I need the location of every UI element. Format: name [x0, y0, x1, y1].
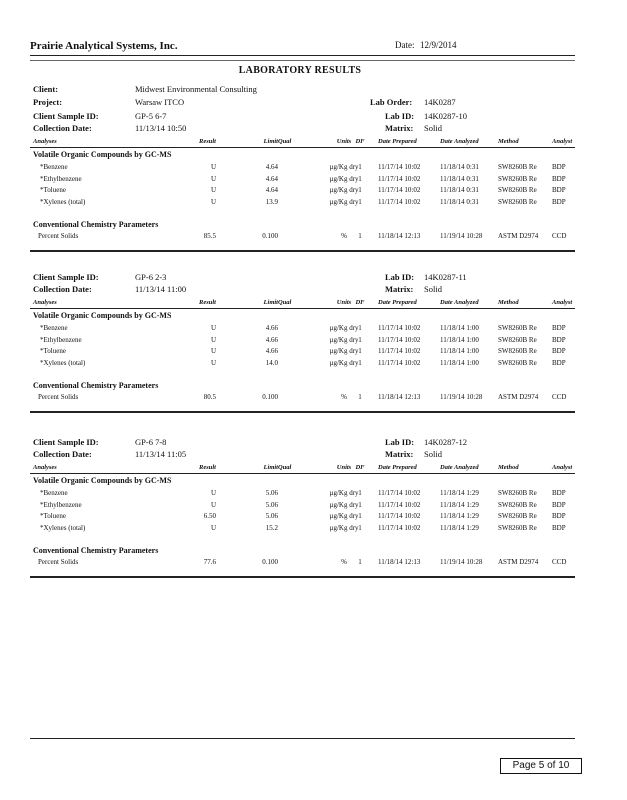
column-header-analyst: Analyst	[552, 299, 573, 306]
matrix-value: Solid	[424, 284, 442, 294]
table-cell: BDP	[552, 324, 566, 332]
voc-section-title: Volatile Organic Compounds by GC-MS	[33, 150, 172, 159]
lab-id-label: Lab ID:	[385, 437, 415, 447]
column-header-method: Method	[498, 138, 519, 145]
table-cell: 4.66	[265, 335, 278, 344]
table-cell: SW8260B Re	[498, 347, 537, 355]
table-cell: U	[210, 174, 216, 183]
footer-divider	[30, 738, 575, 739]
column-header-qual: Qual	[278, 299, 292, 306]
table-cell: BDP	[552, 489, 566, 497]
table-cell: 11/18/14 12:13	[378, 558, 421, 566]
table-cell: µg/Kg dry	[329, 347, 359, 355]
column-header-result: Result	[199, 464, 216, 471]
conventional-section-title: Conventional Chemistry Parameters	[33, 381, 159, 390]
matrix-value: Solid	[424, 449, 442, 459]
table-cell: 1	[358, 500, 362, 509]
table-cell: 4.66	[265, 347, 278, 355]
client-value: Midwest Environmental Consulting	[135, 84, 257, 94]
column-header-method: Method	[498, 464, 519, 471]
table-cell: 11/18/14 1:00	[440, 335, 479, 344]
table-cell: *Toluene	[40, 347, 66, 355]
date-label: Date:	[395, 40, 415, 50]
table-cell: BDP	[552, 500, 566, 509]
table-cell: ASTM D2974	[498, 232, 539, 240]
table-cell: 11/18/14 1:00	[440, 347, 479, 355]
table-cell: SW8260B Re	[498, 335, 537, 344]
table-cell: SW8260B Re	[498, 174, 537, 183]
table-cell: U	[210, 186, 216, 194]
table-cell: *Xylenes (total)	[40, 197, 86, 206]
company-name: Prairie Analytical Systems, Inc.	[30, 40, 178, 52]
header-divider	[30, 55, 575, 56]
lab-id-label: Lab ID:	[385, 111, 415, 121]
table-cell: BDP	[552, 174, 566, 183]
client-sample-id-value: GP-5 6-7	[135, 111, 167, 121]
table-cell: U	[210, 358, 216, 367]
table-cell: 1	[358, 558, 362, 566]
sample-divider	[30, 250, 575, 252]
table-cell: 11/17/14 10:02	[378, 358, 421, 367]
table-cell: U	[210, 347, 216, 355]
column-header-df: DF	[355, 299, 365, 306]
table-cell: SW8260B Re	[498, 489, 537, 497]
table-cell: %	[341, 393, 347, 401]
collection-date-label: Collection Date:	[33, 284, 92, 294]
column-header-result: Result	[199, 299, 216, 306]
column-header-units: Units	[336, 464, 352, 471]
table-cell: *Ethylbenzene	[40, 174, 82, 183]
table-cell: 1	[358, 197, 362, 206]
table-cell: 1	[358, 489, 362, 497]
table-cell: 11/18/14 0:31	[440, 163, 479, 171]
table-cell: *Benzene	[40, 489, 68, 497]
collection-date-value: 11/13/14 10:50	[135, 123, 187, 133]
table-cell: 11/18/14 1:00	[440, 358, 479, 367]
lab-id-value: 14K0287-11	[424, 272, 467, 282]
column-header-divider	[30, 308, 575, 309]
client-sample-id-label: Client Sample ID:	[33, 437, 99, 447]
column-header-result: Result	[199, 138, 216, 145]
lab-order-value: 14K0287	[424, 97, 456, 107]
table-cell: 0.100	[262, 558, 278, 566]
table-cell: U	[210, 335, 216, 344]
table-cell: 6.50	[203, 512, 216, 520]
table-cell: 77.6	[203, 558, 216, 566]
table-cell: µg/Kg dry	[329, 324, 359, 332]
voc-section-title: Volatile Organic Compounds by GC-MS	[33, 476, 172, 485]
table-cell: U	[210, 500, 216, 509]
column-header-date-prepared: Date Prepared	[378, 299, 417, 306]
table-cell: SW8260B Re	[498, 523, 537, 532]
table-cell: 11/17/14 10:02	[378, 163, 421, 171]
table-cell: BDP	[552, 347, 566, 355]
table-cell: SW8260B Re	[498, 358, 537, 367]
table-cell: BDP	[552, 523, 566, 532]
column-header-df: DF	[355, 464, 365, 471]
column-header-units: Units	[336, 299, 352, 306]
table-cell: CCD	[552, 232, 567, 240]
table-cell: µg/Kg dry	[329, 174, 359, 183]
table-cell: 14.0	[265, 358, 278, 367]
table-cell: 4.64	[265, 186, 278, 194]
table-cell: 11/18/14 1:00	[440, 324, 479, 332]
table-cell: U	[210, 489, 216, 497]
table-cell: *Xylenes (total)	[40, 358, 86, 367]
table-cell: 1	[358, 163, 362, 171]
table-cell: BDP	[552, 335, 566, 344]
column-header-qual: Qual	[278, 138, 292, 145]
table-cell: Percent Solids	[38, 558, 79, 566]
table-cell: BDP	[552, 163, 566, 171]
page-number: Page 5 of 10	[500, 758, 582, 774]
table-cell: 11/19/14 10:28	[440, 232, 483, 240]
project-value: Warsaw ITCO	[135, 97, 185, 107]
table-cell: 1	[358, 232, 362, 240]
column-header-analyses: Analyses	[33, 464, 57, 471]
table-cell: 11/18/14 0:31	[440, 186, 479, 194]
table-cell: 11/17/14 10:02	[378, 174, 421, 183]
table-cell: SW8260B Re	[498, 186, 537, 194]
table-cell: 11/18/14 0:31	[440, 174, 479, 183]
table-cell: CCD	[552, 558, 567, 566]
table-cell: 4.64	[265, 163, 278, 171]
table-cell: 11/18/14 1:29	[440, 512, 479, 520]
lab-id-label: Lab ID:	[385, 272, 415, 282]
column-header-divider	[30, 147, 575, 148]
table-cell: 13.9	[265, 197, 278, 206]
table-cell: U	[210, 163, 216, 171]
lab-order-label: Lab Order:	[370, 97, 413, 107]
column-header-df: DF	[355, 138, 365, 145]
collection-date-value: 11/13/14 11:00	[135, 284, 187, 294]
table-cell: 5.06	[265, 512, 278, 520]
table-cell: 5.06	[265, 500, 278, 509]
conventional-section-title: Conventional Chemistry Parameters	[33, 220, 159, 229]
voc-section-title: Volatile Organic Compounds by GC-MS	[33, 311, 172, 320]
column-header-date-analyzed: Date Analyzed	[440, 299, 479, 306]
table-cell: U	[210, 324, 216, 332]
table-cell: µg/Kg dry	[329, 358, 359, 367]
table-cell: 5.06	[265, 489, 278, 497]
table-cell: *Benzene	[40, 163, 68, 171]
table-cell: µg/Kg dry	[329, 523, 359, 532]
table-cell: BDP	[552, 186, 566, 194]
table-cell: 0.100	[262, 232, 278, 240]
table-cell: SW8260B Re	[498, 324, 537, 332]
lab-id-value: 14K0287-10	[424, 111, 467, 121]
table-cell: SW8260B Re	[498, 197, 537, 206]
table-cell: ASTM D2974	[498, 393, 539, 401]
table-cell: *Benzene	[40, 324, 68, 332]
table-cell: ASTM D2974	[498, 558, 539, 566]
table-cell: 11/17/14 10:02	[378, 512, 421, 520]
table-cell: SW8260B Re	[498, 512, 537, 520]
client-label: Client:	[33, 84, 59, 94]
collection-date-label: Collection Date:	[33, 449, 92, 459]
column-header-date-prepared: Date Prepared	[378, 464, 417, 471]
table-cell: 11/17/14 10:02	[378, 500, 421, 509]
table-cell: BDP	[552, 358, 566, 367]
header-divider-thin	[30, 60, 575, 61]
collection-date-label: Collection Date:	[33, 123, 92, 133]
table-cell: µg/Kg dry	[329, 512, 359, 520]
column-header-analyst: Analyst	[552, 138, 573, 145]
table-cell: µg/Kg dry	[329, 163, 359, 171]
table-cell: 15.2	[265, 523, 278, 532]
table-cell: CCD	[552, 393, 567, 401]
table-cell: µg/Kg dry	[329, 489, 359, 497]
table-cell: µg/Kg dry	[329, 335, 359, 344]
column-header-analyses: Analyses	[33, 299, 57, 306]
table-cell: 1	[358, 186, 362, 194]
table-cell: 1	[358, 393, 362, 401]
sample-divider	[30, 576, 575, 578]
column-header-limit: Limit	[263, 464, 278, 471]
column-header-method: Method	[498, 299, 519, 306]
table-cell: 11/17/14 10:02	[378, 324, 421, 332]
collection-date-value: 11/13/14 11:05	[135, 449, 187, 459]
table-cell: 1	[358, 512, 362, 520]
column-header-qual: Qual	[278, 464, 292, 471]
table-cell: µg/Kg dry	[329, 500, 359, 509]
table-cell: 11/17/14 10:02	[378, 186, 421, 194]
column-header-date-prepared: Date Prepared	[378, 138, 417, 145]
table-cell: *Toluene	[40, 186, 66, 194]
project-label: Project:	[33, 97, 63, 107]
report-title: LABORATORY RESULTS	[238, 65, 362, 76]
table-cell: *Ethylbenzene	[40, 500, 82, 509]
table-cell: Percent Solids	[38, 393, 79, 401]
matrix-value: Solid	[424, 123, 442, 133]
client-sample-id-value: GP-6 2-3	[135, 272, 167, 282]
table-cell: %	[341, 558, 347, 566]
client-sample-id-value: GP-6 7-8	[135, 437, 167, 447]
column-header-units: Units	[336, 138, 352, 145]
table-cell: 11/18/14 1:29	[440, 500, 479, 509]
conventional-section-title: Conventional Chemistry Parameters	[33, 546, 159, 555]
table-cell: 11/19/14 10:28	[440, 393, 483, 401]
table-cell: µg/Kg dry	[329, 186, 359, 194]
table-cell: SW8260B Re	[498, 500, 537, 509]
table-cell: %	[341, 232, 347, 240]
lab-id-value: 14K0287-12	[424, 437, 467, 447]
table-cell: 4.66	[265, 324, 278, 332]
table-cell: µg/Kg dry	[329, 197, 359, 206]
table-cell: 11/18/14 12:13	[378, 393, 421, 401]
table-cell: *Xylenes (total)	[40, 523, 86, 532]
column-header-analyst: Analyst	[552, 464, 573, 471]
table-cell: U	[210, 523, 216, 532]
table-cell: 11/17/14 10:02	[378, 523, 421, 532]
table-cell: U	[210, 197, 216, 206]
matrix-label: Matrix:	[385, 284, 414, 294]
table-cell: 11/18/14 0:31	[440, 197, 479, 206]
table-cell: 11/17/14 10:02	[378, 197, 421, 206]
matrix-label: Matrix:	[385, 123, 414, 133]
table-cell: 11/19/14 10:28	[440, 558, 483, 566]
column-header-limit: Limit	[263, 138, 278, 145]
column-header-date-analyzed: Date Analyzed	[440, 138, 479, 145]
table-cell: 1	[358, 335, 362, 344]
table-cell: 11/18/14 1:29	[440, 489, 479, 497]
table-cell: 0.100	[262, 393, 278, 401]
table-cell: 1	[358, 347, 362, 355]
table-cell: 1	[358, 174, 362, 183]
table-cell: 11/17/14 10:02	[378, 335, 421, 344]
table-cell: 1	[358, 324, 362, 332]
table-cell: BDP	[552, 512, 566, 520]
table-cell: 4.64	[265, 174, 278, 183]
table-cell: 1	[358, 358, 362, 367]
table-cell: 1	[358, 523, 362, 532]
table-cell: 11/18/14 12:13	[378, 232, 421, 240]
report-date: 12/9/2014	[420, 40, 457, 50]
table-cell: 11/18/14 1:29	[440, 523, 479, 532]
column-header-divider	[30, 473, 575, 474]
client-sample-id-label: Client Sample ID:	[33, 272, 99, 282]
column-header-analyses: Analyses	[33, 138, 57, 145]
table-cell: *Toluene	[40, 512, 66, 520]
table-cell: 80.5	[203, 393, 216, 401]
table-cell: 85.5	[203, 232, 216, 240]
matrix-label: Matrix:	[385, 449, 414, 459]
table-cell: SW8260B Re	[498, 163, 537, 171]
table-cell: 11/17/14 10:02	[378, 489, 421, 497]
table-cell: *Ethylbenzene	[40, 335, 82, 344]
client-sample-id-label: Client Sample ID:	[33, 111, 99, 121]
column-header-limit: Limit	[263, 299, 278, 306]
table-cell: Percent Solids	[38, 232, 79, 240]
sample-divider	[30, 411, 575, 413]
table-cell: 11/17/14 10:02	[378, 347, 421, 355]
column-header-date-analyzed: Date Analyzed	[440, 464, 479, 471]
table-cell: BDP	[552, 197, 566, 206]
